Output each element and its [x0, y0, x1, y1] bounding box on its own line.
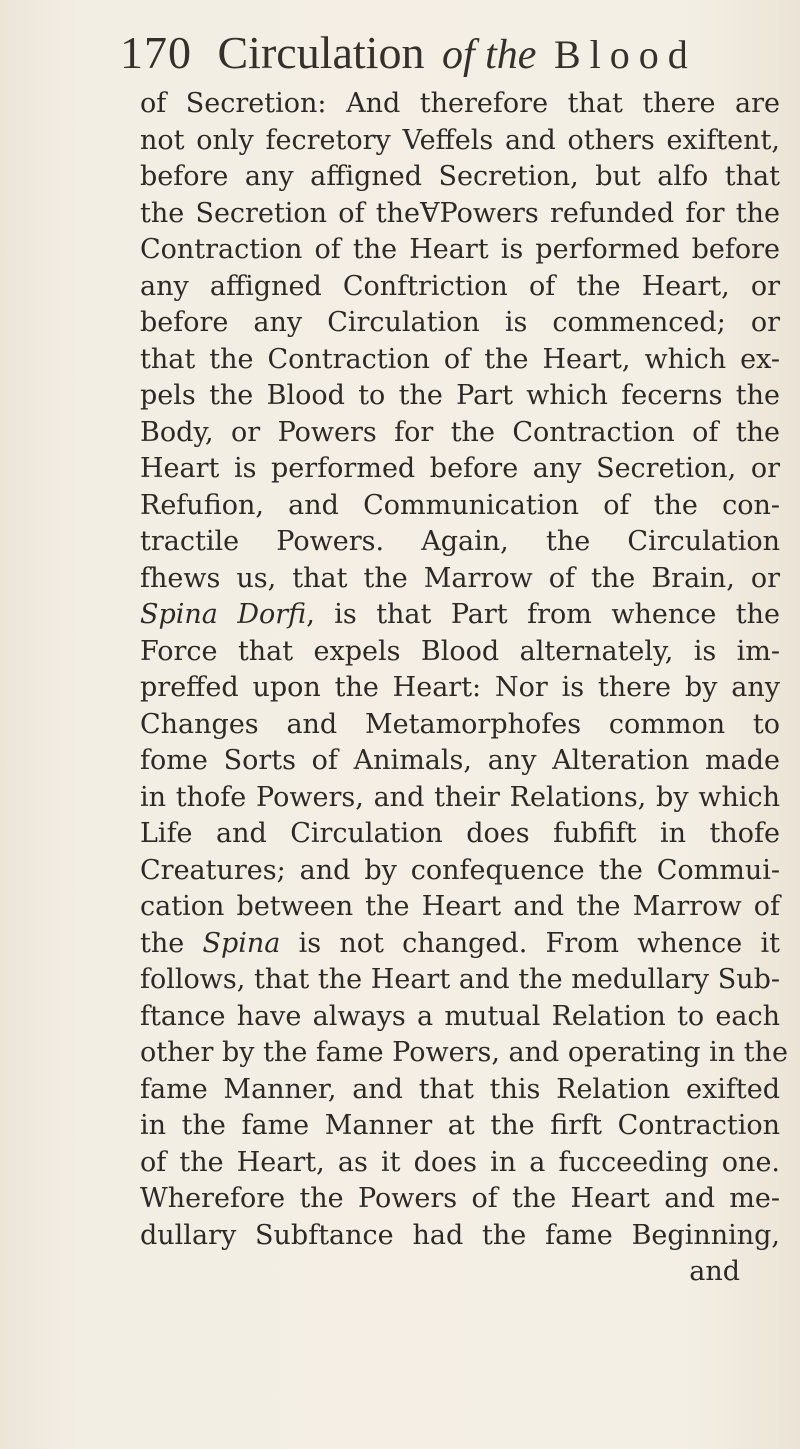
body-text [140, 86, 788, 1291]
italic-spina-dorfi: Spina Dorfi [140, 599, 307, 630]
text-line: Refufion, and Communication of the con- [140, 489, 780, 521]
text-line: tractile Powers. Again, the Circulation [140, 526, 780, 557]
text-line: in thofe Powers, and their Relations, by which [140, 781, 780, 813]
text-line: Wherefore the Powers of the Heart and me- [140, 1183, 780, 1214]
page-number: 170 [120, 27, 192, 78]
text-line-spina-dorfi [140, 597, 780, 634]
catchword: and [689, 1256, 740, 1287]
text-line: in the fame Manner at the firft Contraction [140, 1110, 780, 1141]
text-line: Contraction of the Heart is performed before [140, 234, 780, 265]
text-line: not only fecretory Veffels and others exiftent, [140, 124, 780, 156]
text-line: Body, or Powers for the Contraction of the [140, 416, 780, 448]
text-line: of the Heart, as it does in a fucceeding one. [140, 1146, 780, 1178]
text-run: is not changed. From whence it [280, 927, 780, 959]
text-line: before any Circulation is commenced; or [140, 307, 780, 338]
header-title-circulation: Circulation [217, 27, 425, 78]
text-line: ftance have always a mutual Relation to each [140, 1000, 780, 1032]
text-line: Force that expels Blood alternately, is im- [140, 635, 780, 667]
text-run: , is that Part from whence the [306, 599, 780, 630]
text-line: before any affigned Secretion, but alfo that [140, 161, 780, 192]
text-line: Heart is performed before any Secretion, or [140, 453, 780, 484]
text-line: pels the Blood to the Part which fecerns the [140, 380, 780, 411]
header-title-blood: Blood [553, 32, 697, 77]
text-line: Creatures; and by confequence the Commui- [140, 854, 780, 886]
text-line: Life and Circulation does fubfift in thofe [140, 818, 780, 849]
text-line: preffed upon the Heart: Nor is there by any [140, 672, 780, 703]
text-line: fame Manner, and that this Relation exifted [140, 1073, 780, 1105]
text-line: cation between the Heart and the Marrow of [140, 891, 780, 922]
running-header [120, 18, 780, 88]
text-line: fome Sorts of Animals, any Alteration made [140, 745, 780, 776]
text-line: any affigned Conftriction of the Heart, or [140, 270, 780, 302]
text-line: fhews us, that the Marrow of the Brain, or [140, 562, 780, 594]
text-line: dullary Subftance had the fame Beginning, [140, 1219, 780, 1251]
text-line: follows, that the Heart and the medullary Sub- [140, 964, 780, 995]
text-line: Changes and Metamorphofes common to [140, 708, 780, 740]
text-line: that the Contraction of the Heart, which ex- [140, 343, 780, 375]
text-line-spina [140, 926, 780, 963]
text-run: the [140, 927, 203, 959]
text-line: of Secretion: And therefore that there are [140, 88, 780, 119]
text-line: the Secretion of theⱯPowers refunded for the [140, 197, 780, 229]
italic-spina: Spina [202, 927, 281, 959]
header-title-of-the: of the [441, 32, 537, 78]
text-line: other by the fame Powers, and operating in the [140, 1037, 788, 1068]
